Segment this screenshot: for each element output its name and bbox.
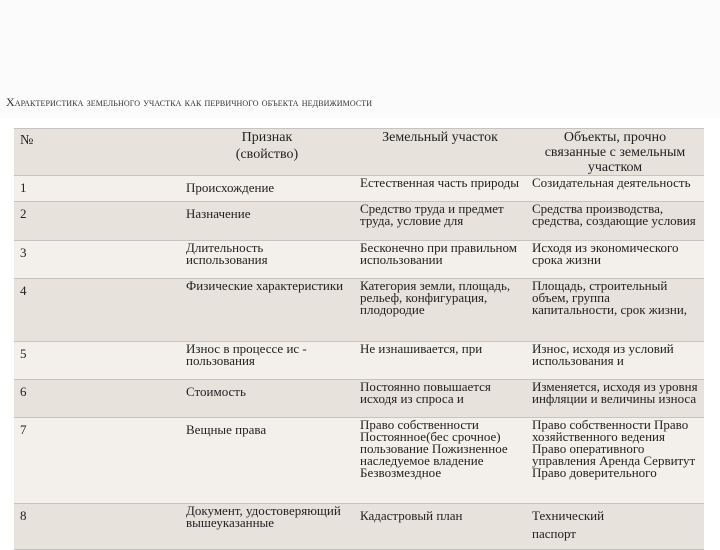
row-number: 8 <box>14 504 180 550</box>
row-number: 5 <box>14 342 180 380</box>
slide-title: Характеристика земельного участка как первичного объекта недвижимости <box>6 95 373 109</box>
row-related-objects: Площадь, строительный объем, группа капитальности, срок жизни, <box>526 279 704 342</box>
header-land-plot: Земельный участок <box>354 129 526 176</box>
row-related-objects <box>526 504 704 550</box>
row-land-plot: Не изнашивается, при <box>354 342 526 380</box>
row-attribute: Происхождение <box>180 176 354 202</box>
row-attribute: Износ в процессе ис - пользования <box>180 342 354 380</box>
row-attribute: Стоимость <box>180 380 354 418</box>
row-number: 7 <box>14 418 180 504</box>
row-attribute: Назначение <box>180 202 354 241</box>
row-attribute: Вещные права <box>180 418 354 504</box>
row-number: 4 <box>14 279 180 342</box>
table-row <box>14 202 704 241</box>
header-attribute-line-2: (свойство) <box>235 147 299 162</box>
row-attribute: Физические характеристики <box>180 279 354 342</box>
table-row <box>14 342 704 380</box>
row-land-plot: Естественная часть природы <box>354 176 526 202</box>
table-row <box>14 418 704 504</box>
characteristics-table <box>14 128 704 550</box>
row-related-objects: Средства производства, средства, создающие условия <box>526 202 704 241</box>
row-land-plot: Бесконечно при правильном использовании <box>354 241 526 279</box>
table-row <box>14 504 704 550</box>
table-row <box>14 279 704 342</box>
row-related-objects: Право собственности Право хозяйственного ведения Право оперативного управления Аренда Сервитут Право доверительного <box>526 418 704 504</box>
row-related-objects: Созидательная деятельность <box>526 176 704 202</box>
header-attribute <box>180 129 354 176</box>
header-related-objects: Объекты, прочно связанные с земельным участком <box>526 129 704 176</box>
header-number: № <box>14 129 180 176</box>
table-row <box>14 380 704 418</box>
row-number: 1 <box>14 176 180 202</box>
row-related-objects: Износ, исходя из условий использования и <box>526 342 704 380</box>
row-land-plot: Право собственности Постоянное(бес срочное) пользование Пожизненное наследуемое владение Безвозмездное <box>354 418 526 504</box>
row-related-objects-line-2: паспорт <box>532 526 576 541</box>
row-land-plot: Постоянно повышается исходя из спроса и <box>354 380 526 418</box>
header-attribute-line-1: Признак <box>241 130 293 145</box>
row-number: 2 <box>14 202 180 241</box>
row-related-objects: Исходя из экономического срока жизни <box>526 241 704 279</box>
row-related-objects-line-1: Технический <box>532 508 605 523</box>
row-land-plot: Средство труда и предмет труда, условие для <box>354 202 526 241</box>
row-number: 3 <box>14 241 180 279</box>
row-attribute: Документ, удостоверяющий вышеуказанные <box>180 504 354 550</box>
row-number: 6 <box>14 380 180 418</box>
table-row <box>14 176 704 202</box>
row-land-plot: Кадастровый план <box>354 504 526 550</box>
row-attribute: Длительность использования <box>180 241 354 279</box>
row-related-objects: Изменяется, исходя из уровня инфляции и величины износа <box>526 380 704 418</box>
table-header-row <box>14 129 704 176</box>
table-row <box>14 241 704 279</box>
row-land-plot: Категория земли, площадь, рельеф, конфигурация, плодородие <box>354 279 526 342</box>
